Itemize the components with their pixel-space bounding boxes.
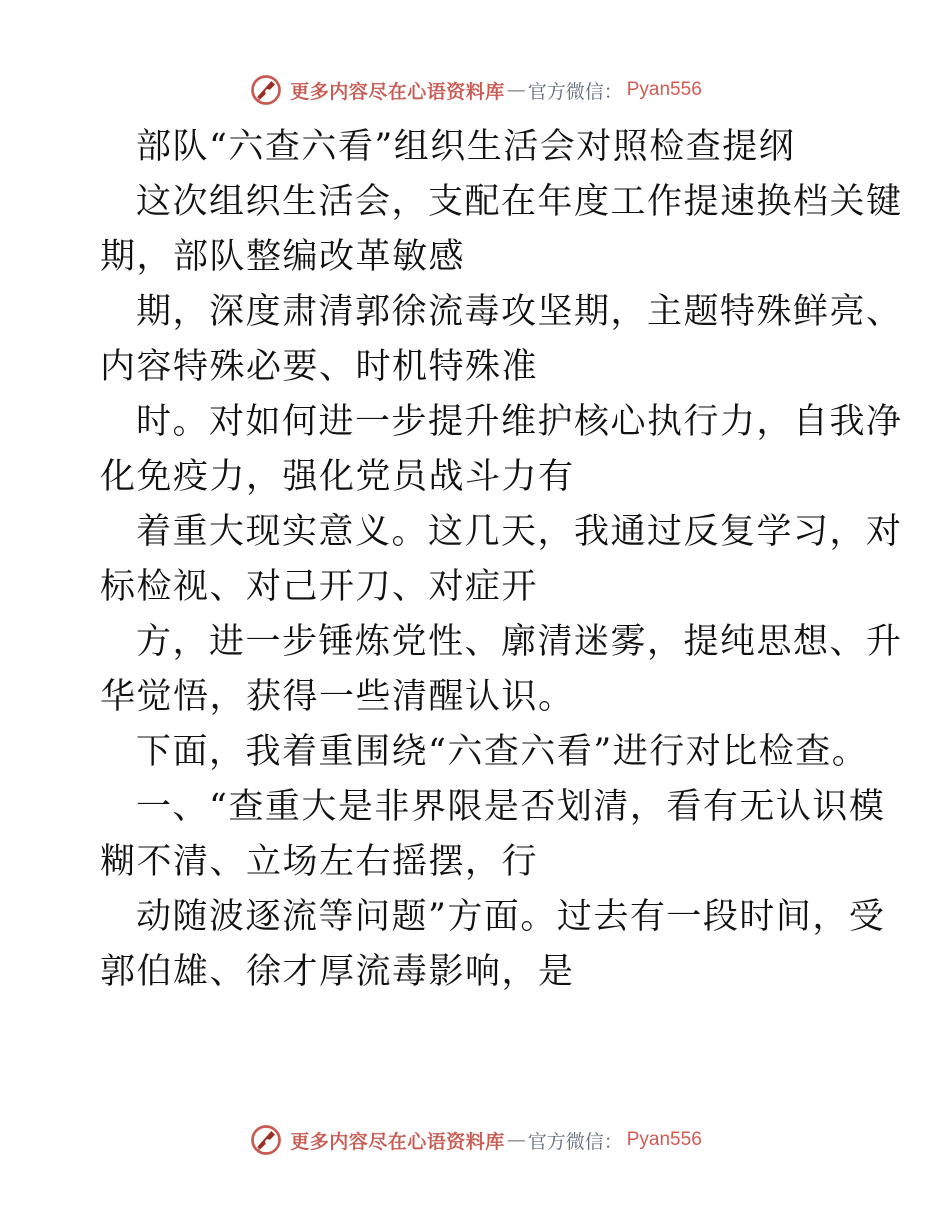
document-line: 糊不清、立场左右摇摆，行 [100,842,539,882]
banner-dash: — [506,79,526,101]
document-line: 华觉悟，获得一些清醒认识。 [100,677,575,717]
document-line: 内容特殊必要、时机特殊准 [100,347,539,387]
document-line: 标检视、对己开刀、对症开 [100,567,539,607]
banner-main-text: 更多内容尽在心语资料库 [290,80,505,103]
document-line: 郭伯雄、徐才厚流毒影响，是 [100,952,575,992]
quill-pen-logo-icon [248,1122,284,1158]
banner-text [290,77,702,104]
quill-pen-logo-icon [248,72,284,108]
banner-sub-text: 官方微信： [527,1130,623,1153]
banner-dash: — [506,1129,526,1151]
banner-sub-text: 官方微信： [527,80,623,103]
document-line: 动随波逐流等问题”方面。过去有一段时间，受 [136,897,886,937]
document-line: 着重大现实意义。这几天，我通过反复学习，对 [136,512,903,552]
banner-text [290,1127,702,1154]
banner-wechat-id: Pyan556 [626,1129,702,1150]
document-line: 一、“查重大是非界限是否划清，看有无认识模 [136,787,886,827]
document-line: 时。对如何进一步提升维护核心执行力，自我净 [136,402,903,442]
document-line: 部队“六查六看”组织生活会对照检查提纲 [136,127,796,167]
banner-wechat-id: Pyan556 [626,79,702,100]
footer-banner [0,1118,950,1162]
document-body [100,120,903,1000]
document-line: 期，部队整编改革敏感 [100,237,466,277]
document-line: 化免疫力，强化党员战斗力有 [100,457,575,497]
document-line: 这次组织生活会，支配在年度工作提速换档关键 [136,182,903,222]
header-banner [0,68,950,112]
document-line: 方，进一步锤炼党性、廓清迷雾，提纯思想、升 [136,622,903,662]
document-line: 期，深度肃清郭徐流毒攻坚期，主题特殊鲜亮、 [136,292,903,332]
document-line: 下面，我着重围绕“六查六看”进行对比检查。 [136,732,869,772]
banner-main-text: 更多内容尽在心语资料库 [290,1130,505,1153]
